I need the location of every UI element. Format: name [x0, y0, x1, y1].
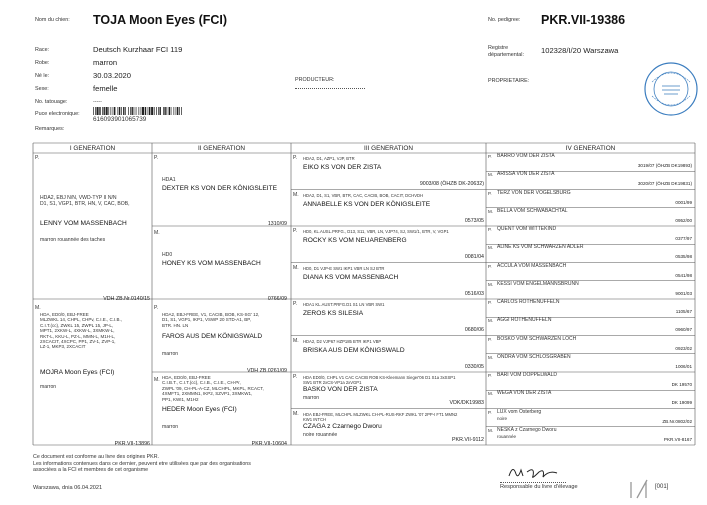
sex: femelle: [93, 84, 118, 93]
g2-4-reg: PKR.VII-10604: [251, 441, 287, 447]
dog-name-label: Nom du chien:: [35, 17, 70, 23]
g3-6-reg: 0330/05: [464, 363, 484, 370]
register-number: 102328/I/20 Warszawa: [541, 46, 619, 55]
g1-sire-sex: P.: [35, 155, 40, 161]
g4-14-name: WEGA VON DER ZISTA: [497, 390, 552, 397]
g2-1-sex: P.: [154, 155, 159, 161]
page-code: [001]: [655, 484, 669, 490]
g4-7-reg: 0541/98: [675, 272, 692, 278]
g3-8-health: HDA EBJ-FREE, MLCHPL MLZWKL CH-PL-RUS-RKF ZWKL '07 2PP-I FT1 MMN2 KW1 INTCH: [303, 411, 458, 422]
g2-2-name: HONEY KS VOM MASSENBACH: [162, 260, 261, 267]
g1-dam-reg: PKR.VII-13896: [114, 441, 150, 447]
g4-4-sex: M.: [488, 208, 493, 214]
g3-3-reg: 0081/04: [464, 254, 484, 260]
g4-7-sex: P.: [488, 263, 492, 269]
g3-3-health: HD0, KL.AUSL.PRFG., D13, S11, VBR, LN, VJP74, SJ, SW1/1, BTR, V, VGP1: [303, 229, 449, 234]
owner-label: PROPRIETAIRE:: [488, 78, 530, 84]
g4-4-name: BELLA VOM SCHWABACHTAL: [497, 207, 568, 214]
g4-12-name: ONDRA VOM SCHLOSGRABEN: [497, 353, 571, 360]
g2-2-health: HD0: [162, 252, 173, 258]
g2-1-reg: 1310/09: [267, 221, 287, 227]
g4-8-sex: M.: [488, 281, 493, 287]
g2-1-name: DEXTER KS VON DER KÖNIGSLEITE: [162, 185, 278, 192]
g2-2-sex: M.: [154, 230, 160, 236]
g2-3-name: FAROS AUS DEM KÖNIGSWALD: [162, 333, 263, 340]
signature: [505, 462, 565, 482]
g4-5-reg: 0377/97: [675, 236, 692, 241]
signature-line: [500, 482, 566, 483]
register-label: Registre départemental:: [488, 45, 524, 58]
tattoo: -----: [93, 99, 102, 105]
g4-3-reg: 0001/99: [675, 199, 692, 205]
g1-dam-color: marron: [40, 384, 57, 390]
g4-16-reg: PKR.VII-8167: [663, 436, 692, 442]
chip-label: Puce electronique:: [35, 111, 80, 117]
g3-3-name: ROCKY KS VOM NEUARENBERG: [303, 237, 407, 244]
g4-1-sex: P.: [488, 154, 492, 159]
g3-2-sex: M.: [293, 191, 299, 198]
g4-11-sex: P.: [488, 336, 492, 342]
gen-header-4: IV GENERATION: [565, 145, 616, 152]
remarks-label: Remarques:: [35, 126, 65, 132]
g4-10-name: AGGI ROTHENUFFELN: [497, 317, 552, 324]
g3-7-color: marron: [303, 395, 320, 401]
g2-1-health: HDA1: [162, 177, 176, 183]
g4-6-name: ALINE KS VOM SCHWARZEN ADLER: [497, 244, 584, 251]
g3-5-health: HDA1 KL.AUST.PRFG.D1 S1 LN VBR SW1: [303, 302, 385, 307]
g4-15-name: LUX vom Osterberg: [497, 408, 542, 415]
g4-13-sex: P.: [488, 373, 492, 378]
g2-3-health: HDA2, EBJ-FREE, V1, CACIB, BOB, KS-SG' 12, D1, S1, VGP1, IKP1, VSWP 20 STD-A1, BP, BTR. HN. LN: [162, 312, 260, 328]
g4-4-reg: 0952/00: [675, 217, 692, 223]
g3-2-health: HDA2, D1, S1, VBR, BTR, CAC, CACIB, BOB, CACIT, DCHVDH: [303, 192, 424, 198]
g3-5-name: ZEROS KS SILESIA: [303, 310, 364, 317]
coat-label: Robe:: [35, 60, 50, 66]
g4-15-sex: P.: [488, 409, 492, 415]
g4-15-reg: ZB.Nr.0802/02: [662, 418, 692, 424]
gen-header-2: II GENERATION: [197, 145, 246, 152]
coat: marron: [93, 58, 118, 67]
g1-dam-name: MOJRA Moon Eyes (FCI): [40, 369, 115, 376]
g3-1-name: EIKO KS VON DER ZISTA: [303, 164, 382, 171]
g4-14-sex: M.: [488, 391, 493, 397]
g2-3-reg: VDH ZB.0261/09: [246, 368, 287, 374]
g4-5-name: QUENT VOM WITTEKIND: [497, 226, 557, 232]
g3-8-color: noire rouannée: [303, 431, 338, 438]
g3-7-sex: P.: [293, 374, 298, 380]
g4-9-sex: P.: [488, 300, 492, 305]
g4-14-reg: DK 19099: [671, 400, 692, 406]
g4-16-name: NESKA z Czarnego Dworu: [497, 426, 557, 433]
g4-3-name: TERZ VON DER VOGELSBURG: [497, 189, 571, 196]
sex-label: Sexe:: [35, 86, 49, 92]
g3-1-sex: P.: [293, 155, 298, 161]
place-date: Warszawa, dnia 06.04.2021: [33, 485, 103, 491]
g3-2-name: ANNABELLE KS VON DER KÖNIGSLEITE: [303, 200, 431, 208]
g4-1-name: BARRO VOM DER ZISTA: [497, 153, 555, 159]
g4-2-reg: 3020/07 (ÖHZB DK19831): [637, 181, 692, 187]
g3-6-health: HDA2, D2 VJP67 HZP185 BTR IKP1 VBP: [303, 338, 382, 344]
g4-9-name: CARLOS ROTHENUFFELN: [497, 299, 560, 305]
g4-12-reg: 1006/01: [675, 363, 692, 369]
g3-4-sex: M.: [293, 264, 299, 271]
pedigree-no-label: No. pedigree:: [488, 17, 521, 23]
g3-8-name: CZAGA z Czarnego Dworu: [303, 422, 382, 430]
tattoo-label: No. tatouage:: [35, 99, 68, 105]
g3-4-health: HD0, D1 VJP-E SW1 IKP1 VBR LN SJ BTR: [303, 265, 385, 271]
g3-1-health: HDA2, D1, AZP1, VJP, BTR: [303, 156, 355, 161]
g4-6-sex: M.: [488, 245, 493, 251]
footer-note: Ce document est conforme au livre des origines PKR. Les informations contenues dans ce dernier, peuvent etre utilisées que par des organisations associées a la FCI et membres de cet organisme: [33, 454, 251, 474]
g1-sire-name: LENNY VOM MASSENBACH: [40, 220, 127, 227]
pedigree-no: PKR.VII-19386: [541, 13, 626, 27]
g3-7-health: HDA ED0/0, CHPL V1 CAC CACIB ROB KS-Kleemann Sieger'06 D1 S1a 3xSSP1 SW1 BTR 2xCS-VP1a 2xVGP1: [303, 375, 456, 386]
gen-header-1: I GENERATION: [69, 145, 116, 152]
g4-1-reg: 3019/07 (ÖHZB DK19893): [637, 163, 692, 168]
g4-10-reg: 0960/97: [675, 327, 692, 333]
g2-4-health: HDA, ED0/0, EBJ-FREE C.I.B.T., C.I.T.(cc), C.I.B., C.I.E., CH-Pr, ZWPL '09, CH-PL-A-CZ, MLCHPL, MKPL, RCACT, 4XMFT1, 2XMMN1, IKP2, SZVP1, 3XMKW1, PP1, KWI1, M1H2: [162, 375, 264, 402]
g4-10-sex: M.: [488, 318, 493, 324]
g1-sire-color: marron rouannée des taches: [40, 237, 106, 243]
g4-13-name: BARI VOM DOPPELWALD: [497, 372, 558, 378]
breeder-label: PRODUCTEUR:: [295, 77, 335, 83]
g4-16-sex: M.: [488, 427, 493, 433]
g4-5-sex: P.: [488, 227, 492, 232]
g3-3-sex: P.: [293, 228, 298, 234]
g4-11-name: BOSKO VOM SCHWARZEN LOCH: [497, 335, 577, 342]
g3-7-name: BASKO VON DER ZISTA: [303, 386, 378, 393]
g2-4-name: HEDER Moon Eyes (FCI): [162, 406, 237, 413]
g3-2-reg: 0573/05: [464, 217, 484, 224]
g4-8-reg: 9001/03: [675, 290, 692, 296]
gen-header-3: III GENERATION: [364, 145, 413, 152]
g4-6-reg: 0535/98: [675, 254, 692, 260]
g2-4-color: marron: [162, 424, 179, 430]
g2-2-reg: 0766/09: [267, 296, 287, 302]
born-label: Né le:: [35, 73, 50, 79]
g1-dam-health: HDA, ED0/0, EBJ-FREE MLZWKL 14, CHPL, CHPv, C.I.E., C.I.B., C.I.T.(cc), ZWKL 15, ZWPL 15, JP-L, MPT1, 2XKW-L, 4XKW-L, 3XMKW-L, RKT-L, KKU-L, PZ-L, MMN-L, M1H-L, 2XCACIT, 4XCPC, PP1, ZV-1, ZVP-1, LZ-1, MKP3, 2XCACIT: [40, 312, 123, 350]
g3-5-reg: 0680/06: [464, 327, 484, 333]
born-date: 30.03.2020: [93, 71, 132, 80]
g4-11-reg: 0923/02: [675, 345, 692, 351]
page-mark: [626, 478, 652, 500]
g3-6-name: BRISKA AUS DEM KÖNIGSWALD: [303, 346, 405, 354]
g3-4-reg: 0516/03: [464, 290, 484, 297]
g2-4-sex: M.: [154, 377, 160, 383]
g2-3-sex: P.: [154, 305, 159, 311]
g4-13-reg: DK 19570: [671, 382, 692, 387]
breed-label: Race:: [35, 47, 50, 53]
signature-label: Responsable du livre d'élevage: [500, 484, 578, 490]
g4-2-sex: M.: [488, 172, 493, 178]
g4-16-color: rouannée: [497, 433, 517, 439]
g3-6-sex: M.: [293, 337, 299, 344]
g3-7-reg: VDK/DK19983: [449, 400, 484, 406]
g4-3-sex: P.: [488, 190, 492, 196]
g4-12-sex: M.: [488, 354, 493, 360]
g1-dam-sex: M.: [35, 305, 41, 311]
g4-2-name: ARISSA VON DER ZISTA: [497, 171, 555, 178]
g3-8-sex: M.: [293, 410, 299, 417]
g3-5-sex: P.: [293, 301, 298, 307]
g3-8-reg: PKR.VII-9112: [452, 436, 484, 443]
g4-15-color: noire: [497, 415, 508, 421]
chip-number: 616093901065739: [93, 116, 147, 123]
g4-7-name: ACCULA VOM MASSENBACH: [497, 262, 567, 269]
g1-sire-reg: VDH ZB.Nr.0140/15: [103, 296, 150, 302]
g2-3-color: marron: [162, 351, 179, 357]
g4-9-reg: 1105/67: [675, 309, 692, 314]
dog-name: TOJA Moon Eyes (FCI): [93, 13, 228, 27]
breed: Deutsch Kurzhaar FCI 119: [93, 45, 183, 54]
g4-8-name: KESSI VOM ENGELMANNSBRUNN: [497, 280, 579, 287]
g3-4-name: DIANA KS VOM MASSENBACH: [303, 273, 399, 281]
g3-1-reg: 9003/08 (ÖHZB DK-20632): [419, 181, 484, 187]
g1-sire-health: HDA2, EBJ N/N, VWD-TYP II N/N D1, S1, VGP1, BTR, HN, V, CAC, BOB,: [40, 195, 130, 208]
